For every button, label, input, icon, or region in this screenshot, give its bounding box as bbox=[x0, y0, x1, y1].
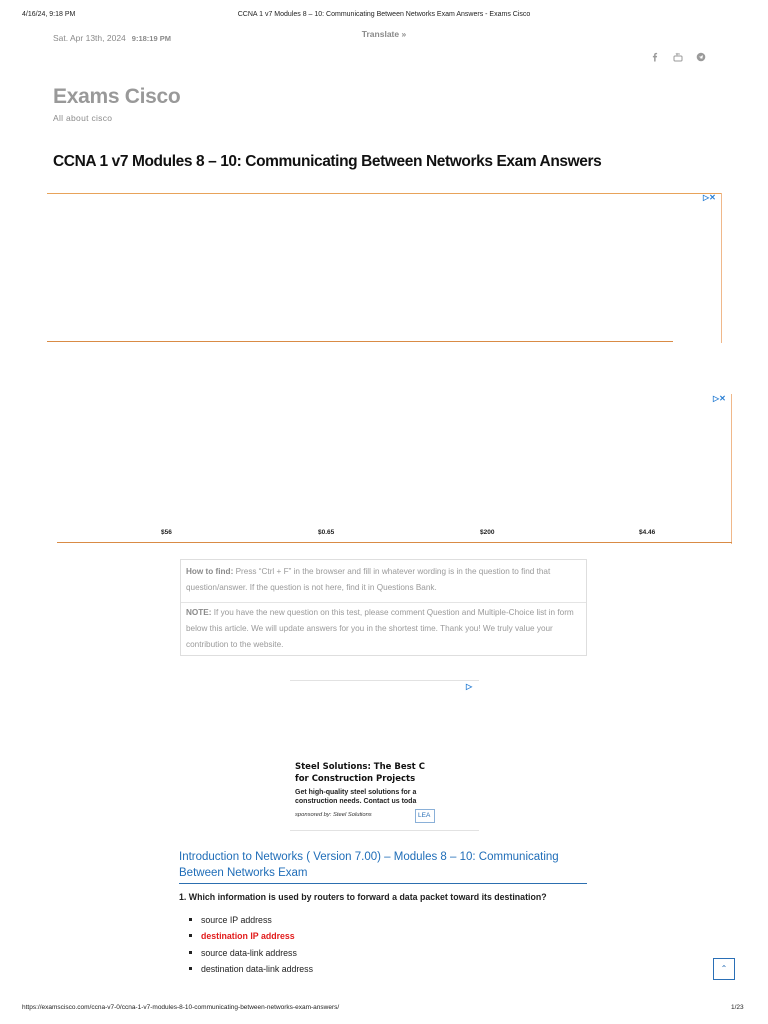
sponsored-ad[interactable] bbox=[290, 680, 479, 831]
answer-option-correct: destination IP address bbox=[188, 928, 313, 944]
ad-price[interactable]: $0.65 bbox=[318, 529, 335, 536]
howto-note bbox=[186, 564, 576, 596]
notes-divider bbox=[181, 602, 586, 603]
adchoices-icon[interactable]: ▷ bbox=[466, 682, 473, 691]
ad-banner-1-border-top bbox=[47, 193, 722, 194]
site-tagline: All about cisco bbox=[53, 113, 113, 123]
howto-label: How to find: bbox=[186, 567, 234, 576]
ad-title bbox=[295, 761, 431, 785]
print-page-title: CCNA 1 v7 Modules 8 – 10: Communicating Between Networks Exam Answers - Exams Cisco bbox=[237, 11, 531, 18]
ad-banner-2-border-right bbox=[731, 394, 732, 544]
ad-title-line: Steel Solutions: The Best C bbox=[295, 762, 425, 772]
ad-desc-line: Get high-quality steel solutions for a bbox=[295, 789, 417, 796]
ad-price[interactable]: $4.46 bbox=[639, 529, 656, 536]
ad-sponsor: sponsored by: Steel Solutions bbox=[295, 812, 372, 818]
answer-option: destination data-link address bbox=[188, 961, 313, 977]
scroll-to-top-button[interactable] bbox=[713, 958, 735, 980]
translate-link[interactable]: Translate » bbox=[361, 29, 407, 39]
section-underline bbox=[179, 883, 587, 884]
current-time: 9:18:19 PM bbox=[131, 34, 171, 43]
howto-text: Press “Ctrl + F” in the browser and fill in whatever wording is in the question to find that question/answer. If the question is not here, find it in Questions Bank. bbox=[186, 567, 551, 592]
answer-option: source IP address bbox=[188, 912, 313, 928]
print-datetime: 4/16/24, 9:18 PM bbox=[22, 11, 76, 18]
print-page-number: 1/23 bbox=[731, 1004, 744, 1011]
ad-learn-more-button[interactable]: LEA bbox=[415, 809, 435, 823]
article-title: CCNA 1 v7 Modules 8 – 10: Communicating Between Networks Exam Answers bbox=[53, 153, 602, 170]
site-logo-title[interactable]: Exams Cisco bbox=[53, 85, 181, 108]
chevron-up-icon: ⌃ bbox=[720, 964, 728, 973]
note-text: If you have the new question on this test, please comment Question and Multiple-Choice list in form below this article. We will update answers for you in the shortest time. Thank you! We truly value your contribution to the website. bbox=[186, 608, 574, 649]
youtube-icon[interactable] bbox=[673, 52, 683, 62]
adchoices-icon[interactable]: ▷✕ bbox=[703, 193, 716, 202]
facebook-icon[interactable] bbox=[650, 52, 660, 62]
note-label: NOTE: bbox=[186, 608, 212, 617]
ad-banner-1-border-right bbox=[721, 193, 722, 343]
section-title: Introduction to Networks ( Version 7.00) – Modules 8 – 10: Communicating Between Networks Exam bbox=[179, 851, 559, 879]
ad-banner-1-border-bottom bbox=[47, 341, 673, 342]
current-date: Sat. Apr 13th, 2024 bbox=[53, 33, 126, 43]
ad-description bbox=[295, 788, 431, 806]
print-header bbox=[0, 11, 768, 23]
adchoices-icon[interactable]: ▷✕ bbox=[713, 394, 726, 403]
social-links bbox=[650, 52, 706, 62]
print-url: https://examscisco.com/ccna-v7-0/ccna-1-v7-modules-8-10-communicating-between-networks-exam-answers/ bbox=[22, 1004, 340, 1011]
telegram-icon[interactable] bbox=[696, 52, 706, 62]
ad-title-line: for Construction Projects bbox=[295, 774, 416, 784]
answer-list bbox=[188, 912, 313, 977]
ad-price[interactable]: $56 bbox=[161, 529, 172, 536]
question-text: 1. Which information is used by routers to forward a data packet toward its destination? bbox=[179, 892, 547, 902]
ad-desc-line: construction needs. Contact us toda bbox=[295, 798, 417, 805]
notes-box bbox=[180, 559, 587, 656]
answer-option: source data-link address bbox=[188, 945, 313, 961]
contribution-note bbox=[186, 605, 576, 653]
ad-price[interactable]: $200 bbox=[480, 529, 495, 536]
ad-banner-2-border-bottom bbox=[57, 542, 732, 543]
